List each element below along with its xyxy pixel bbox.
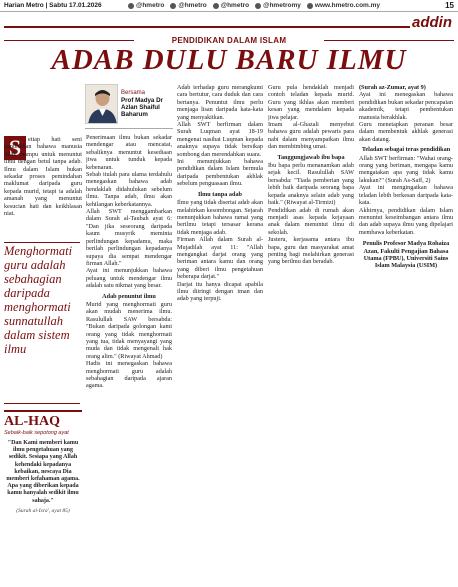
subheading: Ilmu tanpa adab xyxy=(197,190,243,198)
article-paragraph: Akhirnya, pendidikan dalam Islam menuntut keseimbangan antara ilmu dan adab supaya ilmu yang dipelajari membawa keberkatan. xyxy=(359,206,453,236)
instagram-icon xyxy=(170,3,176,9)
article-paragraph: Adab terhadap guru merangkumi cara bertutur, cara duduk dan cara bertanya. Penuntut ilmu perlu menjaga lisan daripada kata-kata yang menyakitkan. xyxy=(177,84,263,121)
author-photo xyxy=(85,84,118,124)
pull-quote-rule-top xyxy=(4,242,80,243)
article-paragraph: Hadis ini menegaskan bahawa menghormati guru adalah sebahagian daripada ajaran agama. xyxy=(86,360,172,390)
tiktok-icon xyxy=(255,3,261,9)
social-handles xyxy=(128,2,380,9)
article-column-3 xyxy=(177,84,263,582)
globe-icon xyxy=(307,3,313,9)
social-handle: www.hmetro.com.my xyxy=(307,2,380,9)
article-paragraph: Guru menetapkan peranan besar dalam membentuk akhlak generasi akan datang. xyxy=(359,121,453,143)
article-paragraph: Allah SWT menggambarkan dalam Surah al-Taubah ayat 6: "Dan jika seseorang daripada kaum musyrik meminta perlindungan kepadamu, maka berilah perlindungan kepadanya supaya dia sempat mendengar firman Allah." xyxy=(86,208,172,267)
facebook-icon xyxy=(128,3,134,9)
al-haq-verse: "Dan Kami memberi kamu ilmu pengetahuan yang sedikit. Sesiapa yang Allah kehendaki kepadanya kebaikan, nescaya Dia memberi kefahaman agama. Apa yang diberikan kepada kamu hanyalah sedikit ilmu sahaja." xyxy=(6,440,80,504)
al-haq-source: (Surah al-Isra', ayat 85) xyxy=(16,507,70,514)
article-citation: (Surah az-Zumar, ayat 9) xyxy=(359,84,426,91)
article-paragraph: Ibu bapa perlu menanamkan adab sejak kecil. Rasulullah SAW bersabda: "Tiada pemberian yang lebih baik daripada seorang bapa kepada anaknya selain adab yang baik." (Riwayat al-Tirmizi) xyxy=(268,162,354,207)
article-paragraph: Ayat ini mengingatkan bahawa teladan lebih berkesan daripada kata-kata. xyxy=(359,184,453,207)
article-column-2 xyxy=(86,134,172,582)
article-paragraph: Allah SWT berfirman: "Wahai orang-orang yang beriman, mengapa kamu mengatakan apa yang tidak kamu lakukan?" (Surah As-Saff, 2) xyxy=(359,154,453,184)
article-paragraph: Firman Allah dalam Surah al-Mujadilah ayat 11: "Allah mengangkat darjat orang yang beriman antara kamu dan orang yang diberi ilmu pengetahuan beberapa darjat." xyxy=(177,236,263,281)
article-paragraph: Ayat ini menunjukkan bahawa peluang untuk mendengar ilmu adalah satu nikmat yang besar. xyxy=(86,267,172,290)
author-byline xyxy=(121,90,173,118)
article-paragraph: Darjat itu hanya dicapai apabila ilmu diiringi dengan iman dan adab yang terpuji. xyxy=(177,280,263,303)
article-column-5 xyxy=(359,84,453,582)
article-paragraph: Sebab itulah para ulama terdahulu menegaskan bahawa adab hendaklah didahulukan sebelum ilmu. Tanpa adab, ilmu akan kehilangan keberkatannya. xyxy=(86,171,172,208)
rubric-rule-right xyxy=(324,40,454,41)
twitter-icon xyxy=(213,3,219,9)
author-divider xyxy=(85,128,173,129)
article-paragraph: Penerimaan ilmu bukan sekadar mendengar atau mencatat, sebaliknya menuntut kesediaan jiwa untuk tunduk kepada kebenaran. xyxy=(86,134,172,171)
al-haq-box xyxy=(4,410,82,580)
social-handle: @hmetromy xyxy=(255,2,301,9)
rubric: PENDIDIKAN DALAM ISLAM xyxy=(0,36,458,45)
section-divider xyxy=(4,26,410,28)
article-paragraph: Ini menunjukkan bahawa pendidikan dalam Islam bermula daripada pembentukan akhlak sebelum penguasaan ilmu. xyxy=(177,158,263,188)
article-paragraph: Imam al-Ghazali menyebut bahawa guru adalah pewaris para nabi dalam menyampaikan ilmu dan membimbing umat. xyxy=(268,121,354,151)
article-paragraph: Ilmu yang tidak disertai adab akan melahirkan kesombongan. Sejarah menunjukkan bahawa ramai yang berilmu tetapi tersasar kerana tidak menjaga adab. xyxy=(177,199,263,236)
al-haq-title: AL-HAQ xyxy=(4,414,60,429)
article-paragraph: Justeru, kerjasama antara ibu bapa, guru dan masyarakat amat penting bagi melahirkan generasi yang berilmu dan beradab. xyxy=(268,236,354,266)
pull-quote-rule-bottom xyxy=(4,403,80,404)
article-paragraph: Pendidikan adab di rumah akan menjadi asas kepada kejayaan anak dalam menuntut ilmu di sekolah. xyxy=(268,206,354,236)
social-handle: @hmetro xyxy=(213,2,249,9)
article-paragraph: etiap hati seni pendidikan bahawa manusia tidak mampu untuk menuntut ilmu dengan betul tanpa adab. Ilmu dalam Islam bukan sekadar proses pemindahan maklumat daripada guru kepada murid, tetapi ia adalah amanah yang menuntut kesucian hati dan keikhlasan niat. xyxy=(4,136,82,218)
author-label: Bersama xyxy=(121,90,146,96)
article-column-1 xyxy=(4,136,82,240)
subheading: Tanggungjawab ibu bapa xyxy=(277,153,345,161)
page-number: 15 xyxy=(445,1,454,10)
page-header xyxy=(0,0,458,12)
drop-cap: S xyxy=(4,136,26,160)
article-paragraph: Guru pula hendaklah menjadi contoh teladan kepada murid. Guru yang ikhlas akan memberi kesan yang mendalam kepada jiwa pelajar. xyxy=(268,84,354,121)
pull-quote: Menghormati guru adalah sebahagian daripada menghormati sunnatullah dalam sistem ilmu xyxy=(4,244,73,356)
writer-bio: Penulis Profesor Madya Rohaiza Azan, Fakulti Pengajian Bahasa Utama (FPBU), Universiti Sains Islam Malaysia (USIM) xyxy=(362,240,450,270)
subheading: Teladan sebagai teras pendidikan xyxy=(361,146,451,154)
author-portrait-icon xyxy=(86,85,118,124)
article-paragraph: Murid yang menghormati guru akan mudah menerima ilmu. Rasulullah SAW bersabda: "Bukan daripada golongan kami orang yang tidak menghormati yang tua, tidak menyayangi yang muda dan tidak mengenali hak orang alim." (Riwayat Ahmad) xyxy=(86,300,172,360)
article-paragraph: Allah SWT berfirman dalam Surah Luqman ayat 18-19 mengenai nasihat Luqman kepada anaknya supaya tidak bersikap sombong dan merendahkan suara. xyxy=(177,121,263,158)
author-name: Prof Madya Dr Azlan Shaiful Baharum xyxy=(121,97,163,118)
subheading: Adab penuntut ilmu xyxy=(102,292,156,300)
headline: ADAB DULU BARU ILMU xyxy=(51,44,407,76)
article-paragraph: Ayat ini menegaskan bahawa pendidikan bukan sekadar pencapaian akademik, tetapi pembentukan manusia berakhlak. xyxy=(359,91,453,121)
section-label: addin xyxy=(412,14,452,31)
social-handle: @hmetro xyxy=(128,2,164,9)
article-column-4 xyxy=(268,84,354,582)
social-handle: @hmetro xyxy=(170,2,206,9)
al-haq-subtitle: Sebaik-baik sepotong ayat xyxy=(4,430,69,436)
publication-dateline: Harian Metro | Sabtu 17.01.2026 xyxy=(4,2,102,9)
